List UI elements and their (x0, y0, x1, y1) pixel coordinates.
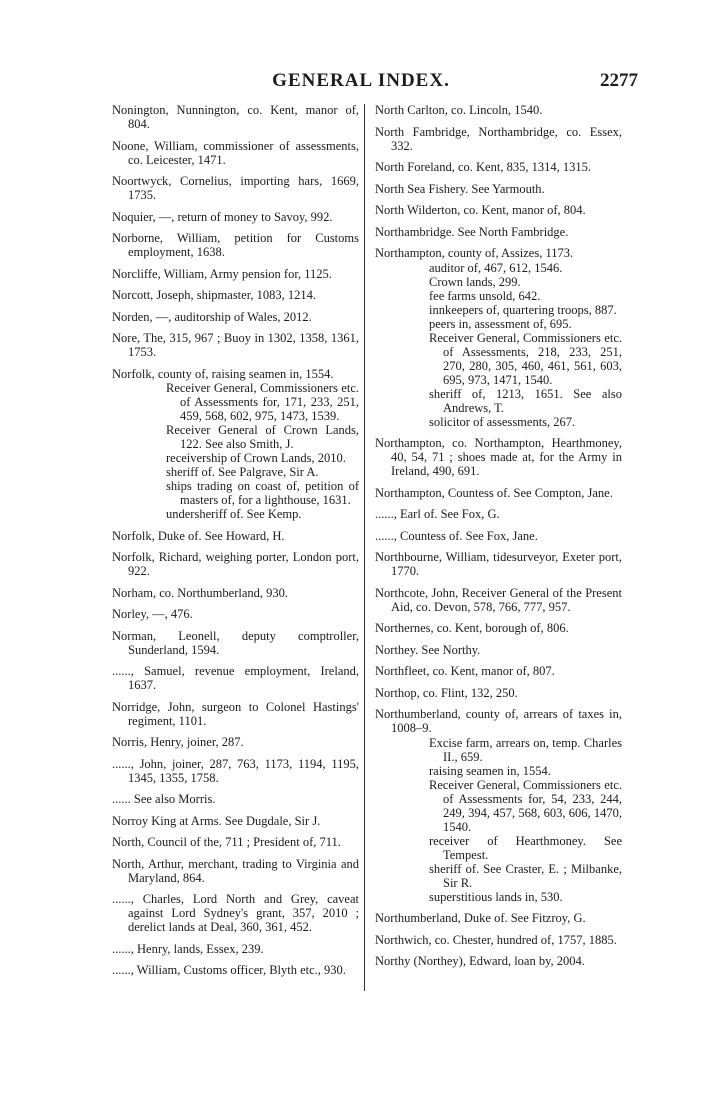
index-entry: Norridge, John, surgeon to Colonel Hastings' regiment, 1101. (112, 699, 359, 728)
index-entry: Northcote, John, Receiver General of the Present Aid, co. Devon, 578, 766, 777, 957. (375, 585, 622, 614)
index-entry: North, Council of the, 711 ; President of, 711. (112, 835, 341, 849)
index-entry: North Carlton, co. Lincoln, 1540. (375, 103, 543, 117)
index-entry: North, Arthur, merchant, trading to Virginia and Maryland, 864. (112, 856, 359, 885)
page-number: 2277 (600, 70, 638, 91)
index-entry: Northumberland, Duke of. See Fitzroy, G. (375, 911, 586, 925)
index-entry: ......, Henry, lands, Essex, 239. (112, 941, 264, 956)
index-entry: Noquier, —, return of money to Savoy, 992. (112, 209, 333, 224)
index-entry: Norley, —, 476. (112, 607, 193, 621)
sub-entries (375, 736, 622, 904)
index-entry: ......, John, joiner, 287, 763, 1173, 1194, 1195, 1345, 1355, 1758. (112, 756, 359, 785)
index-entry: ......, Charles, Lord North and Grey, caveat against Lord Sydney's grant, 357, 2010 ; derelict lands at Deal, 360, 361, 452. (112, 892, 359, 934)
index-entry: Nonington, Nunnington, co. Kent, manor of, 804. (112, 103, 359, 131)
sub-entry: receivership of Crown Lands, 2010. (166, 451, 346, 465)
index-entry: Northey. See Northy. (375, 642, 481, 657)
index-entry: Norfolk, Richard, weighing porter, London port, 922. (112, 550, 359, 578)
index-entry: North Sea Fishery. See Yarmouth. (375, 181, 545, 196)
sub-entry: receiver of Hearthmoney. See Tempest. (429, 833, 622, 862)
sub-entry: Receiver General, Commissioners etc. of Assessments, 218, 233, 251, 270, 280, 305, 460, 461, 561, 603, 695, 973, 1471, 1540. (429, 330, 622, 387)
sub-entry: innkeepers of, quartering troops, 887. (429, 302, 617, 317)
index-entry: Northambridge. See North Fambridge. (375, 224, 569, 239)
sub-entry: undersheriff of. See Kemp. (166, 507, 302, 521)
sub-entry: auditor of, 467, 612, 1546. (429, 260, 563, 275)
sub-entry: ships trading on coast of, petition of masters of, for a lighthouse, 1631. (166, 479, 359, 507)
index-entry: Nore, The, 315, 967 ; Buoy in 1302, 1358, 1361, 1753. (112, 331, 359, 359)
sub-entry: Crown lands, 299. (429, 274, 521, 289)
index-entry: Norris, Henry, joiner, 287. (112, 735, 244, 749)
index-entry: North Foreland, co. Kent, 835, 1314, 1315. (375, 160, 591, 174)
sub-entry: fee farms unsold, 642. (429, 288, 541, 303)
sub-entry: Excise farm, arrears on, temp. Charles II., 659. (429, 735, 622, 764)
index-entry: ...... See also Morris. (112, 792, 216, 806)
left-column (112, 103, 359, 985)
index-entry: ......, William, Customs officer, Blyth etc., 930. (112, 963, 346, 977)
sub-entry: peers in, assessment of, 695. (429, 316, 572, 331)
index-entry: Norroy King at Arms. See Dugdale, Sir J. (112, 813, 321, 828)
index-entry: Northop, co. Flint, 132, 250. (375, 685, 518, 700)
page-header (0, 70, 722, 94)
index-entry: North Fambridge, Northambridge, co. Essex, 332. (375, 124, 622, 153)
index-entry: Norden, —, auditorship of Wales, 2012. (112, 309, 312, 324)
index-entry: Northwich, co. Chester, hundred of, 1757, 1885. (375, 932, 617, 947)
index-entry: Norfolk, Duke of. See Howard, H. (112, 528, 285, 543)
index-entry: Northbourne, William, tidesurveyor, Exeter port, 1770. (375, 550, 622, 578)
page-title: GENERAL INDEX. (272, 70, 450, 91)
index-entry: Noortwyck, Cornelius, importing hars, 1669, 1735. (112, 174, 359, 202)
index-entry: Norfolk, county of, raising seamen in, 1554. (112, 366, 334, 381)
index-entry: Northumberland, county of, arrears of taxes in, 1008–9. (375, 707, 622, 735)
index-entry: Norborne, William, petition for Customs employment, 1638. (112, 231, 359, 259)
index-entry: ......, Countess of. See Fox, Jane. (375, 528, 538, 543)
index-entry: Noone, William, commissioner of assessments, co. Leicester, 1471. (112, 138, 359, 167)
sub-entry: sheriff of. See Craster, E. ; Milbanke, Sir R. (429, 861, 622, 890)
index-entry: Northy (Northey), Edward, loan by, 2004. (375, 954, 585, 968)
sub-entry: superstitious lands in, 530. (429, 889, 563, 904)
sub-entries (112, 381, 359, 521)
index-entry: Norman, Leonell, deputy comptroller, Sunderland, 1594. (112, 628, 359, 657)
index-entry: ......, Earl of. See Fox, G. (375, 507, 500, 521)
sub-entry: Receiver General of Crown Lands, 122. See also Smith, J. (166, 423, 359, 451)
index-entry: Norcliffe, William, Army pension for, 1125. (112, 266, 332, 281)
sub-entry: sheriff of, 1213, 1651. See also Andrews, T. (429, 386, 622, 415)
index-entry: Northfleet, co. Kent, manor of, 807. (375, 664, 555, 678)
index-entry: North Wilderton, co. Kent, manor of, 804. (375, 203, 586, 217)
sub-entry: sheriff of. See Palgrave, Sir A. (166, 465, 319, 479)
index-entry: Northampton, county of, Assizes, 1173. (375, 246, 574, 260)
index-entry: Northampton, Countess of. See Compton, Jane. (375, 485, 613, 500)
sub-entries (375, 261, 622, 429)
sub-entry: Receiver General, Commissioners etc. of Assessments for, 54, 233, 244, 249, 394, 457, 568, 603, 606, 1470, 1540. (429, 777, 622, 834)
index-entry: Norcott, Joseph, shipmaster, 1083, 1214. (112, 288, 316, 302)
sub-entry: solicitor of assessments, 267. (429, 414, 576, 429)
sub-entry: Receiver General, Commissioners etc. of Assessments for, 171, 233, 251, 459, 568, 602, 975, 1473, 1539. (166, 381, 359, 423)
column-divider (364, 104, 365, 991)
index-entry: ......, Samuel, revenue employment, Ireland, 1637. (112, 664, 359, 692)
sub-entry: raising seamen in, 1554. (429, 763, 551, 778)
index-entry: Northampton, co. Northampton, Hearthmoney, 40, 54, 71 ; shoes made at, for the Army in Ireland, 490, 691. (375, 436, 622, 478)
index-entry: Norham, co. Northumberland, 930. (112, 585, 289, 600)
index-entry: Northernes, co. Kent, borough of, 806. (375, 621, 569, 635)
right-column (375, 103, 622, 976)
